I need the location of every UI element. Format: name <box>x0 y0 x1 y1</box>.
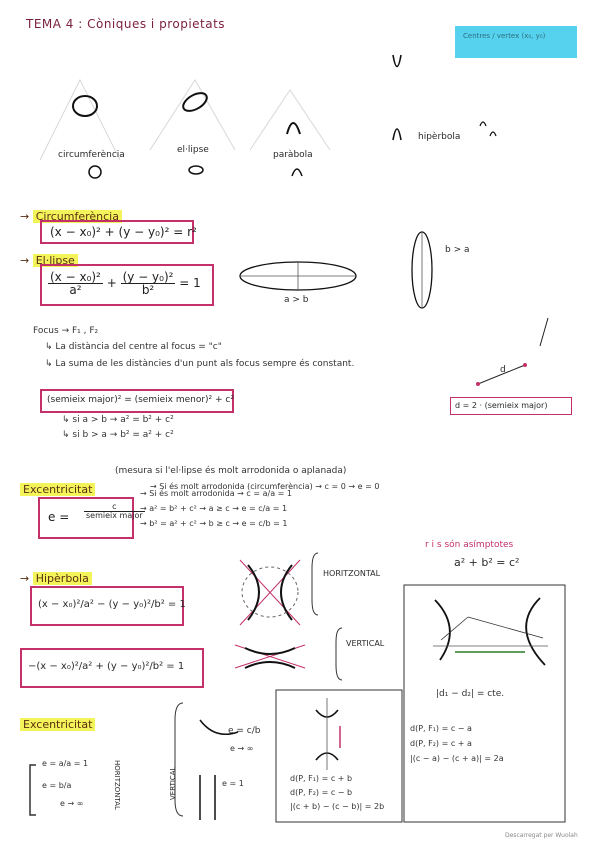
eccentricity-desc: (mesura si l'el·lipse és molt arrodonida o aplanada) <box>115 466 347 476</box>
focus-line: Focus → F₁ , F₂ <box>33 326 99 336</box>
hyperbola-bottom-icon <box>393 129 401 140</box>
eccentricity-circle-rule: → Si és molt arrodonida (circumferència) → c = 0 → e = 0 <box>150 482 380 491</box>
hyperbola-relation: a² + b² = c² <box>454 556 520 569</box>
ellipse-relation-box <box>40 389 234 413</box>
ellipse-note-sum: ↳ La suma de les distàncies d'un punt als focus sempre és constant. <box>45 359 355 369</box>
circumference-formula-box <box>40 220 197 244</box>
sticky-note <box>455 26 577 58</box>
hyperbola-distance-diff: |d₁ − d₂| = cte. <box>436 689 505 699</box>
cone-label-hyperbola: hipèrbola <box>418 132 461 142</box>
hyperbola-d1: d(P, F₁) = c − a <box>410 724 472 733</box>
hyperbola-ecc-v3: e = 1 <box>222 779 244 788</box>
ellipse-case-1: ↳ si a > b → a² = b² + c² <box>62 415 174 425</box>
ellipse-note-distance: ↳ La distància del centre al focus = "c" <box>45 342 222 352</box>
circumference-formula: (x − x₀)² + (y − y₀)² = r² <box>50 225 197 239</box>
ellipse-formula-box <box>40 264 214 306</box>
hyperbola-d2: d(P, F₂) = c + a <box>410 739 472 748</box>
sticky-note-text: Centres / vertex (x₀, y₀) <box>463 32 546 40</box>
hyperbola-mid-2: d(P, F₂) = c − b <box>290 788 353 797</box>
hyperbola-heading: → Hipèrbola <box>20 573 92 584</box>
cone-label-circle: circumferència <box>58 150 125 160</box>
hyperbola-ecc-label-h: HORITZONTAL <box>113 760 121 810</box>
ellipse-case-2: ↳ si b > a → b² = a² + c² <box>62 430 174 440</box>
page-title: TEMA 4 : Còniques i propietats <box>26 17 226 31</box>
hyperbola-mid-1: d(P, F₁) = c + b <box>290 774 353 783</box>
eccentricity-frac: $\frac{c}{\text{semieix major}}$ <box>86 502 143 520</box>
ellipse-vertical-condition: b > a <box>445 245 470 255</box>
eccentricity-formula-box <box>38 497 143 539</box>
focus-diagram-d: d <box>500 365 506 375</box>
circumference-heading: → Circumferència <box>20 211 122 222</box>
eccentricity-rule-3: → b² = a² + c² → b ≥ c → e = c/b = 1 <box>140 519 288 528</box>
ellipse-heading: → El·lipse <box>20 255 78 266</box>
hyperbola-asymptotes: r i s són asímptotes <box>425 540 514 550</box>
eccentricity-rule-1: → Si és molt arrodonida → c = a/a = 1 <box>140 489 292 498</box>
ellipse-formula: $\frac{\text{(x − x₀)²}}{\text{a²}}$ + $\frac{\text{(y − y₀)²}}{\text{b²}}$ = 1 <box>50 270 201 297</box>
hyperbola-label-horizontal: HORITZONTAL <box>323 569 381 578</box>
hyperbola-ecc-h3: e → ∞ <box>60 799 84 808</box>
hyperbola-ecc-v2: e → ∞ <box>230 744 254 753</box>
hyperbola-formula-2: −(x − x₀)²/a² + (y − y₀)²/b² = 1 <box>28 661 185 672</box>
hyperbola-ecc-v1: e = c/b <box>228 726 261 736</box>
hyperbola-vertical-diagram <box>235 645 305 668</box>
hyperbola-ecc-h1: e = a/a = 1 <box>42 759 89 768</box>
parabola-section-icon <box>287 123 300 134</box>
hyperbola-mini-icon <box>480 122 496 136</box>
hyperbola-formula-1-box <box>30 586 184 626</box>
hyperbola-label-vertical: VERTICAL <box>346 639 385 648</box>
hyperbola-ecc-label-v: VERTICAL <box>169 766 177 800</box>
footer-credit: Descarregat per Wuolah <box>505 832 578 839</box>
ellipse-section-icon <box>180 89 210 114</box>
eccentricity-rule-2: → a² = b² + c² → a ≥ c → e = c/a = 1 <box>140 504 288 513</box>
hyperbola-mid-3: |(c + b) − (c − b)| = 2b <box>290 802 385 811</box>
hyperbola-d3: |(c − a) − (c + a)| = 2a <box>410 754 504 763</box>
small-parabola-icon <box>292 169 302 176</box>
small-circle-icon <box>89 166 101 178</box>
hyperbola-ecc-h2: e = b/a <box>42 781 72 790</box>
eccentricity-heading: Excentricitat <box>20 484 95 495</box>
cone-label-ellipse: el·lipse <box>177 145 209 155</box>
hyperbola-eccentricity-heading: Excentricitat <box>20 719 95 730</box>
cone-label-parabola: paràbola <box>273 150 313 160</box>
small-ellipse-icon <box>189 166 203 174</box>
hyperbola-formula-1: (x − x₀)²/a² − (y − y₀)²/b² = 1 <box>38 599 186 610</box>
hyperbola-formula-2-box <box>20 648 204 688</box>
eccentricity-e: e = <box>48 510 70 524</box>
ellipse-constant-box <box>450 397 572 415</box>
ellipse-relation: (semieix major)² = (semieix menor)² + c² <box>47 395 234 405</box>
hyperbola-horizontal-diagram <box>240 560 300 625</box>
hyperbola-top-icon <box>393 55 401 67</box>
ellipse-constant: d = 2 · (semieix major) <box>455 401 548 410</box>
ellipse-horizontal-condition: a > b <box>284 295 309 305</box>
